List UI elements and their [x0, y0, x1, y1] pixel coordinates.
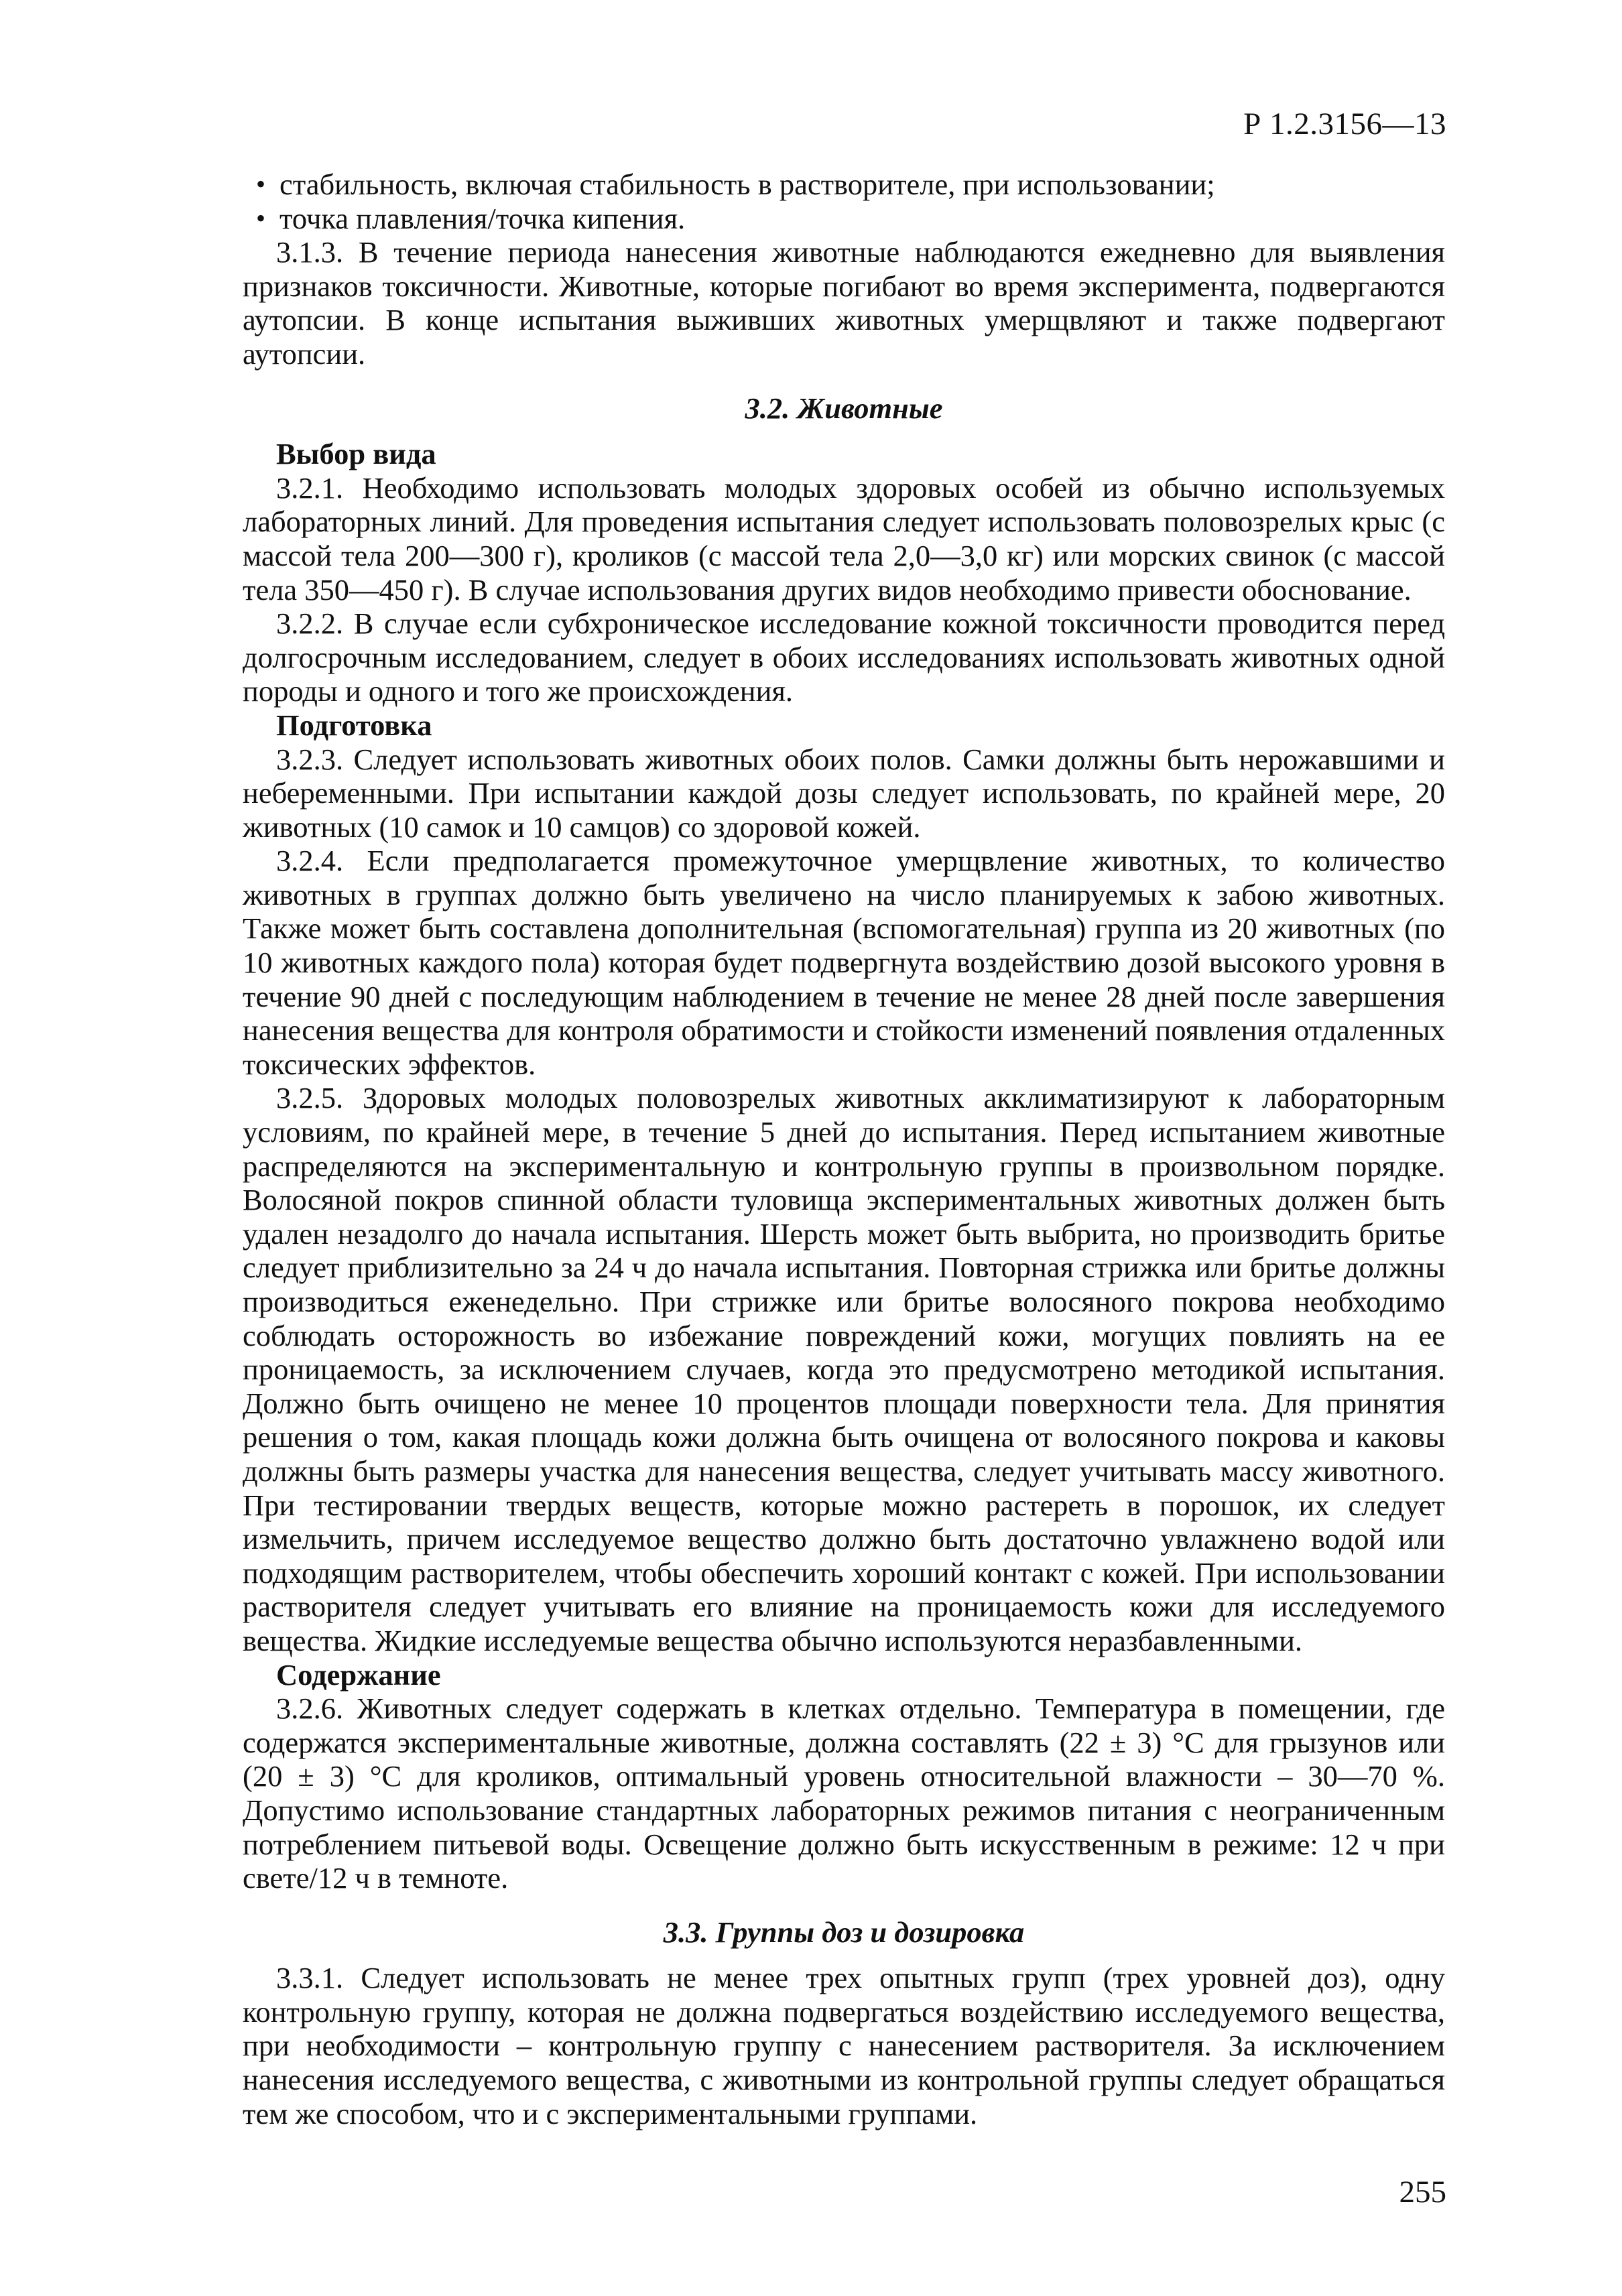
paragraph-3-2-3: 3.2.3. Следует использовать животных обоих полов. Самки должны быть нерожавшими и небеременными. При испытании каждой дозы следует использовать, по крайней мере, 20 животных (10 самок и 10 самцов) со здоровой кожей. [243, 742, 1445, 844]
paragraph-3-2-6: 3.2.6. Животных следует содержать в клетках отдельно. Температура в помещении, где содержатся экспериментальные животные, должна составлять (22 ± 3) °С для грызунов или (20 ± 3) °С для кроликов, оптимальный уровень относительной влажности – 30—70 %. Допустимо использование стандартных лабораторных режимов питания с неограниченным потреблением питьевой воды. Освещение должно быть искусственным в режиме: 12 ч при свете/12 ч в темноте. [243, 1692, 1445, 1895]
list-item [243, 168, 1445, 202]
list-item-text: стабильность, включая стабильность в растворителе, при использовании; [279, 168, 1215, 201]
paragraph-3-1-3: 3.1.3. В течение периода нанесения животные наблюдаются ежедневно для выявления признаков токсичности. Животные, которые погибают во время эксперимента, подвергаются аутопсии. В конце испытания выживших животных умерщвляют и также подвергают аутопсии. [243, 235, 1445, 371]
paragraph-3-2-2: 3.2.2. В случае если субхроническое исследование кожной токсичности проводится перед долгосрочным исследованием, следует в обоих исследованиях использовать животных одной породы и одного и того же происхождения. [243, 607, 1445, 708]
paragraph-3-2-1: 3.2.1. Необходимо использовать молодых здоровых особей из обычно используемых лабораторных линий. Для проведения испытания следует использовать половозрелых крыс (с массой тела 200—300 г), кроликов (с массой тела 2,0—3,0 кг) или морских свинок (с массой тела 350—450 г). В случае использования других видов необходимо привести обоснование. [243, 470, 1445, 607]
list-item-text: точка плавления/точка кипения. [279, 201, 686, 235]
list-item [243, 202, 1445, 236]
bullet-icon: • [256, 169, 266, 199]
paragraph-3-3-1: 3.3.1. Следует использовать не менее трех опытных групп (трех уровней доз), одну контрольную группу, которая не должна подвергаться воздействию исследуемого вещества, при необходимости – контрольную группу с нанесением растворителя. За исключением нанесения исследуемого вещества, с животными из контрольной группы следует обращаться тем же способом, что и с экспериментальными группами. [243, 1961, 1445, 2130]
paragraph-3-2-5: 3.2.5. Здоровых молодых половозрелых животных акклиматизируют к лабораторным условиям, по крайней мере, в течение 5 дней до испытания. Перед испытанием животные распределяются на экспериментальную и контрольную группы в произвольном порядке. Волосяной покров спинной области туловища экспериментальных животных должен быть удален незадолго до начала испытания. Шерсть может быть выбрита, но производить бритье следует приблизительно за 24 ч до начала испытания. Повторная стрижка или бритье должны производиться еженедельно. При стрижке или бритье волосяного покрова необходимо соблюдать осторожность во избежание повреждений кожи, могущих повлиять на ее проницаемость, за исключением случаев, когда это предусмотрено методикой испытания. Должно быть очищено не менее 10 процентов площади поверхности тела. Для принятия решения о том, какая площадь кожи должна быть очищена от волосяного покрова и каковы должны быть размеры участка для нанесения вещества, следует учитывать массу животного. При тестировании твердых веществ, которые можно растереть в порошок, их следует измельчить, причем исследуемое вещество должно быть достаточно увлажнено водой или подходящим растворителем, чтобы обеспечить хороший контакт с кожей. При использовании растворителя следует учитывать его влияние на проницаемость кожи для исследуемого вещества. Жидкие исследуемые вещества обычно используются неразбавленными. [243, 1081, 1445, 1657]
document-body [243, 168, 1445, 2130]
subhead-housing: Содержание [276, 1657, 441, 1692]
section-title-animals: 3.2. Животные [745, 391, 943, 425]
bullet-icon: • [256, 202, 266, 233]
subhead-preparation: Подготовка [276, 708, 432, 742]
subhead-species-selection: Выбор вида [276, 437, 436, 471]
paragraph-3-2-4: 3.2.4. Если предполагается промежуточное умерщвление животных, то количество животных в группах должно быть увеличено на число планируемых к забою животных. Также может быть составлена дополнительная (вспомогательная) группа из 20 животных (по 10 животных каждого пола) которая будет подвергнута воздействию дозой высокого уровня в течение 90 дней с последующим наблюдением в течение не менее 28 дней после завершения нанесения вещества для контроля обратимости и стойкости изменений появления отдаленных токсических эффектов. [243, 844, 1445, 1081]
page-number: 255 [1399, 2175, 1446, 2210]
section-title-dose-groups: 3.3. Группы доз и дозировка [663, 1915, 1025, 1949]
document-code: Р 1.2.3156—13 [1243, 107, 1446, 141]
